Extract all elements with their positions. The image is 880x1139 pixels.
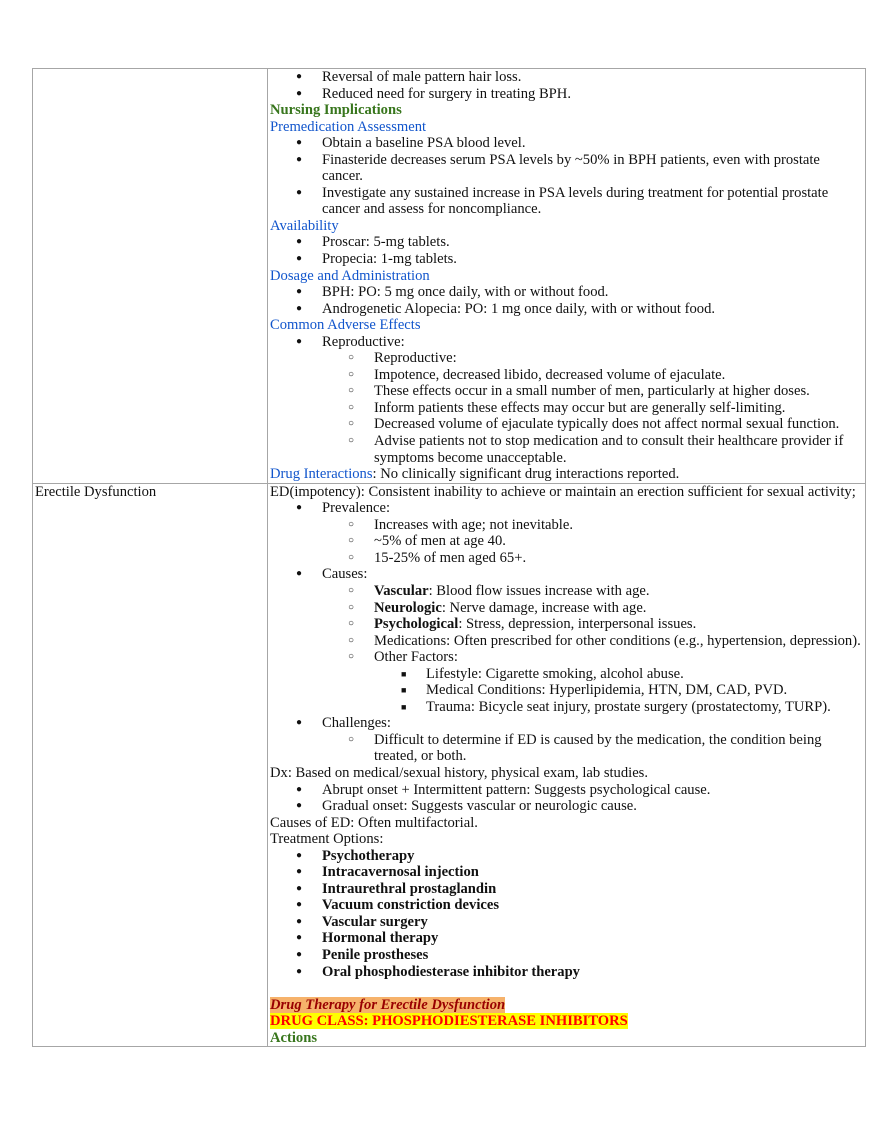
list-item: ● Vascular surgery: [270, 914, 863, 931]
sub-list-item: [322, 616, 863, 633]
sub-list-item: [322, 583, 863, 600]
cause-term: Vascular: [374, 582, 429, 599]
list-item: ● Reversal of male pattern hair loss.: [270, 69, 863, 86]
ed-definition: ED(impotency): Consistent inability to achieve or maintain an erection sufficient for sexual activity;: [270, 483, 856, 500]
list-item: ● Psychotherapy: [270, 848, 863, 865]
drug-therapy-heading: Drug Therapy for Erectile Dysfunction: [270, 996, 506, 1013]
list-item: ● Propecia: 1-mg tablets.: [270, 251, 863, 268]
sub-list-item: ○ Difficult to determine if ED is caused by the medication, the condition being treated, or both.: [322, 732, 863, 765]
content-cell: [268, 483, 866, 1047]
dosage-list: [270, 284, 863, 317]
sub-list-item: ○ Impotence, decreased libido, decreased volume of ejaculate.: [322, 367, 863, 384]
cause-term: Psychological: [374, 616, 459, 633]
sub-list-item: [322, 633, 863, 650]
topic-cell: [33, 69, 268, 484]
sub-list-item: [322, 600, 863, 617]
topic-cell: Erectile Dysfunction: [33, 483, 268, 1047]
adverse-effects-heading: Common Adverse Effects: [270, 317, 421, 334]
adverse-sublist: [322, 350, 863, 466]
premedication-list: [270, 135, 863, 218]
list-item: ● Proscar: 5-mg tablets.: [270, 234, 863, 251]
drug-interactions-line: [270, 466, 863, 483]
treatment-list: [270, 848, 863, 980]
adverse-effects-list: [270, 334, 863, 466]
sub-list-item: ○ These effects occur in a small number of men, particularly at higher doses.: [322, 383, 863, 400]
list-item: ● Penile prostheses: [270, 947, 863, 964]
drug-interactions-text: : No clinically significant drug interactions reported.: [372, 466, 680, 483]
table-row-finasteride: [33, 69, 866, 484]
sub-sub-list-item: ■ Medical Conditions: Hyperlipidemia, HTN, DM, CAD, PVD.: [374, 682, 863, 699]
drug-class-heading: DRUG CLASS: PHOSPHODIESTERASE INHIBITORS: [270, 1013, 628, 1030]
sub-list-item: ○ Inform patients these effects may occur but are generally self-limiting.: [322, 400, 863, 417]
list-item: ● Finasteride decreases serum PSA levels by ~50% in BPH patients, even with prostate cancer.: [270, 152, 863, 185]
list-item: ● Androgenetic Alopecia: PO: 1 mg once daily, with or without food.: [270, 301, 863, 318]
nursing-implications-heading: Nursing Implications: [270, 102, 402, 119]
cause-text: Other Factors:: [374, 649, 458, 666]
cause-text: : Blood flow issues increase with age.: [428, 582, 650, 599]
list-item: ● Obtain a baseline PSA blood level.: [270, 135, 863, 152]
causes-sublist: [322, 583, 863, 715]
list-item: ● Vacuum constriction devices: [270, 897, 863, 914]
dx-list: [270, 782, 863, 815]
causes-of-ed-line: Causes of ED: Often multifactorial.: [270, 814, 478, 831]
cause-text: : Stress, depression, interpersonal issues.: [458, 616, 697, 633]
ed-overview-list: [270, 500, 863, 765]
content-cell: [268, 69, 866, 484]
sub-list-item: ○ Advise patients not to stop medication and to consult their healthcare provider if symptoms become unacceptable.: [322, 433, 863, 466]
actions-heading: Actions: [270, 1029, 318, 1046]
list-item: [270, 500, 863, 566]
benefits-list: [270, 69, 863, 102]
other-factors-sublist: [374, 666, 863, 716]
sub-list-item: ○ 15-25% of men aged 65+.: [322, 550, 863, 567]
cause-term: Neurologic: [374, 599, 442, 616]
list-item: ● Reduced need for surgery in treating BPH.: [270, 86, 863, 103]
list-item: [270, 715, 863, 765]
sub-list-item: ○ Reproductive:: [322, 350, 863, 367]
list-item-label: Prevalence:: [322, 500, 391, 517]
cause-text: : Nerve damage, increase with age.: [441, 599, 647, 616]
drug-interactions-label: Drug Interactions: [270, 466, 373, 483]
cause-text: Medications: Often prescribed for other conditions (e.g., hypertension, depression).: [374, 632, 861, 649]
list-item-label: Challenges:: [322, 715, 391, 732]
spacer: [270, 980, 863, 997]
drug-class-heading-line: [270, 1013, 863, 1030]
treatment-options-label: Treatment Options:: [270, 831, 384, 848]
sub-list-item: ○ Increases with age; not inevitable.: [322, 517, 863, 534]
list-item: ● Intraurethral prostaglandin: [270, 881, 863, 898]
list-item-label: Reproductive:: [322, 333, 405, 350]
list-item: ● Gradual onset: Suggests vascular or neurologic cause.: [270, 798, 863, 815]
dosage-heading: Dosage and Administration: [270, 267, 430, 284]
list-item-label: Causes:: [322, 566, 368, 583]
premedication-heading: Premedication Assessment: [270, 118, 427, 135]
sub-sub-list-item: ■ Lifestyle: Cigarette smoking, alcohol abuse.: [374, 666, 863, 683]
list-item: ● BPH: PO: 5 mg once daily, with or without food.: [270, 284, 863, 301]
sub-sub-list-item: ■ Trauma: Bicycle seat injury, prostate surgery (prostatectomy, TURP).: [374, 699, 863, 716]
availability-heading: Availability: [270, 217, 339, 234]
sub-list-item: [322, 649, 863, 715]
prevalence-sublist: [322, 517, 863, 567]
list-item: ● Intracavernosal injection: [270, 864, 863, 881]
availability-list: [270, 234, 863, 267]
list-item: ● Hormonal therapy: [270, 930, 863, 947]
table-row-erectile-dysfunction: [33, 483, 866, 1047]
notes-table: [32, 68, 866, 1047]
list-item: ● Abrupt onset + Intermittent pattern: Suggests psychological cause.: [270, 782, 863, 799]
list-item: [270, 566, 863, 715]
list-item: ● Oral phosphodiesterase inhibitor therapy: [270, 964, 863, 981]
list-item: ● Investigate any sustained increase in PSA levels during treatment for potential prostate cancer and assess for noncompliance.: [270, 185, 863, 218]
sub-list-item: ○ ~5% of men at age 40.: [322, 533, 863, 550]
list-item: [270, 334, 863, 466]
dx-line: Dx: Based on medical/sexual history, physical exam, lab studies.: [270, 764, 649, 781]
drug-therapy-heading-line: [270, 997, 863, 1014]
challenges-sublist: [322, 732, 863, 765]
sub-list-item: ○ Decreased volume of ejaculate typically does not affect normal sexual function.: [322, 416, 863, 433]
